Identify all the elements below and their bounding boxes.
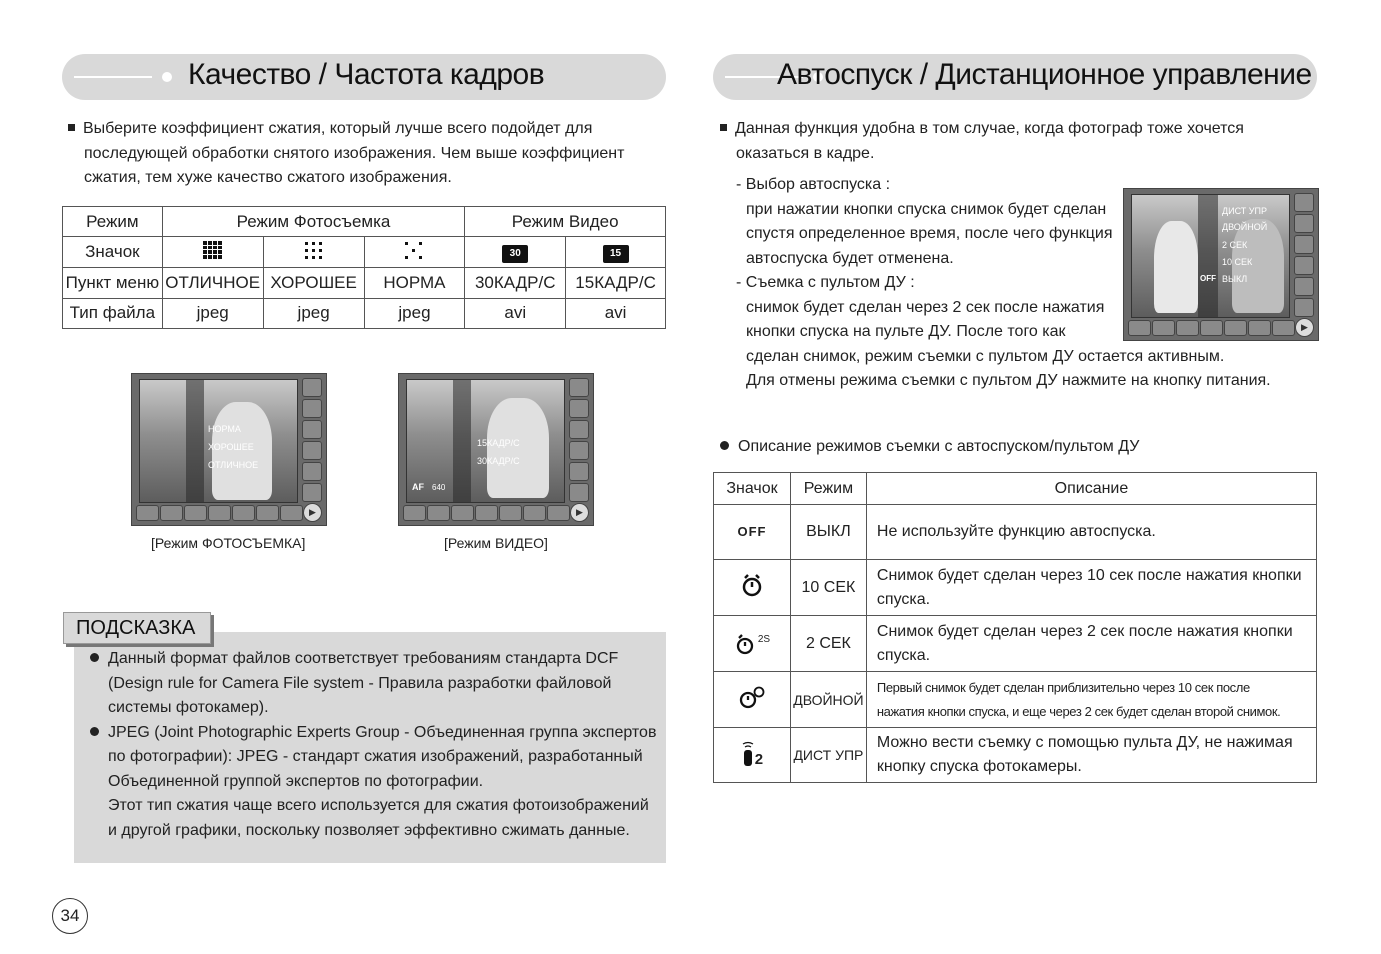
bottom-button [451, 505, 474, 521]
off-indicator: OFF [1200, 274, 1216, 283]
table-cell: 10 СЕК [790, 560, 866, 616]
menu-item: ДВОЙНОЙ [1222, 222, 1268, 232]
bottom-button [280, 505, 303, 521]
side-button [1294, 235, 1314, 254]
header-photo-mode: Режим Фотосъемка [162, 207, 465, 237]
bottom-button [136, 505, 159, 521]
side-button [1294, 277, 1314, 296]
side-button [569, 420, 589, 439]
side-button [1294, 214, 1314, 233]
timer-2s-icon: 2S [714, 616, 791, 672]
header-mode: Режим [63, 207, 163, 237]
table-cell: Первый снимок будет сделан приблизительно через 10 сек после нажатия кнопки спуска, и еще через 2 сек будет сделан второй снимок. [866, 672, 1316, 728]
bottom-button [1272, 320, 1295, 336]
title-decor-dot [162, 72, 172, 82]
camera-screen-photo [131, 373, 327, 526]
menu-item: ДИСТ УПР [1222, 206, 1267, 216]
table-cell: ДИСТ УПР [790, 728, 866, 783]
side-button [302, 483, 322, 502]
table-cell: jpeg [263, 298, 364, 328]
modes-description-heading: Описание режимов съемки с автоспуском/пультом ДУ [720, 435, 1320, 460]
quality-superfine-icon [162, 237, 263, 268]
bottom-button [1224, 320, 1247, 336]
table-cell: 15КАДР/С [566, 268, 666, 298]
timer-10s-icon [714, 560, 791, 616]
bottom-button [256, 505, 279, 521]
camera-screen-video [398, 373, 594, 526]
side-button [569, 483, 589, 502]
menu-item: 15КАДР/С [477, 438, 520, 448]
bullet-icon [720, 441, 729, 450]
right-page-title: Автоспуск / Дистанционное управление [777, 58, 1312, 91]
bottom-button [1128, 320, 1151, 336]
side-button [1294, 298, 1314, 317]
af-indicator: AF [412, 482, 424, 492]
table-cell: ДВОЙНОЙ [790, 672, 866, 728]
bottom-button [499, 505, 522, 521]
hint-title: ПОДСКАЗКА [63, 612, 211, 644]
menu-item: ХОРОШЕЕ [208, 442, 254, 452]
fps-30-icon: 30 [465, 237, 566, 268]
row-label-menu: Пункт меню [63, 268, 163, 298]
table-cell: 30КАДР/С [465, 268, 566, 298]
side-button [569, 399, 589, 418]
table-cell: avi [566, 298, 666, 328]
timer-modes-table [713, 472, 1317, 783]
fps-15-icon: 15 [566, 237, 666, 268]
table-cell: avi [465, 298, 566, 328]
square-bullet-icon [720, 124, 727, 131]
caption-video-mode: [Режим ВИДЕО] [444, 535, 548, 551]
bottom-button [1152, 320, 1175, 336]
left-title-bar [62, 54, 666, 100]
header-description: Описание [866, 473, 1316, 505]
side-button [1294, 193, 1314, 212]
menu-item: 2 СЕК [1222, 240, 1248, 250]
side-button [302, 462, 322, 481]
bottom-button [208, 505, 231, 521]
remote-icon: 2 [714, 728, 791, 783]
side-button [302, 441, 322, 460]
square-bullet-icon [68, 124, 75, 131]
bottom-button [475, 505, 498, 521]
timer-double-icon [714, 672, 791, 728]
resolution-indicator: 640 [432, 483, 446, 492]
menu-item: 10 СЕК [1222, 257, 1253, 267]
title-decor-line [74, 76, 152, 78]
camera-preview [139, 379, 298, 503]
side-button [569, 462, 589, 481]
bottom-button [184, 505, 207, 521]
bottom-button [523, 505, 546, 521]
left-page-title: Качество / Частота кадров [188, 58, 545, 91]
right-intro: Данная функция удобна в том случае, когда фотограф тоже хочется оказаться в кадре. [720, 117, 1320, 166]
table-cell: Снимок будет сделан через 10 сек после нажатия кнопки спуска. [866, 560, 1316, 616]
table-cell: НОРМА [364, 268, 465, 298]
side-button [1294, 256, 1314, 275]
side-button [302, 399, 322, 418]
quality-normal-icon [364, 237, 465, 268]
row-label-filetype: Тип файла [63, 298, 163, 328]
person-image [1154, 221, 1198, 313]
self-timer-section: - Выбор автоспуска : при нажатии кнопки спуска снимок будет сделан спустя определенное время, после чего функция автоспуска будет отменена. - Съемка с пультом ДУ : снимок будет сделан через 2 сек после нажатия кнопки спуска на пульте ДУ. После того как сделан снимок, режим съемки с пультом ДУ остается активным. Для отмены режима съемки с пультом ДУ нажмите на кнопку питания. [736, 176, 1271, 389]
bottom-button [232, 505, 255, 521]
camera-menu-panel [186, 380, 204, 502]
person-image [487, 398, 549, 498]
table-cell: jpeg [162, 298, 263, 328]
bottom-button [1176, 320, 1199, 336]
camera-screen-timer [1123, 188, 1319, 341]
side-button [569, 441, 589, 460]
header-icon: Значок [714, 473, 791, 505]
off-icon: OFF [714, 505, 791, 560]
table-cell: ВЫКЛ [790, 505, 866, 560]
bullet-icon [90, 727, 99, 736]
table-cell: jpeg [364, 298, 465, 328]
camera-preview [1131, 194, 1290, 318]
play-icon: ▶ [1295, 318, 1314, 337]
row-label-icon: Значок [63, 237, 163, 268]
bottom-button [427, 505, 450, 521]
bottom-button [403, 505, 426, 521]
play-icon: ▶ [570, 503, 589, 522]
table-cell: Можно вести съемку с помощью пульта ДУ, не нажимая кнопку спуска фотокамеры. [866, 728, 1316, 783]
bottom-button [160, 505, 183, 521]
header-mode: Режим [790, 473, 866, 505]
table-cell: Не используйте функцию автоспуска. [866, 505, 1316, 560]
header-video-mode: Режим Видео [465, 207, 666, 237]
caption-photo-mode: [Режим ФОТОСЪЕМКА] [151, 535, 306, 551]
side-button [302, 378, 322, 397]
play-icon: ▶ [303, 503, 322, 522]
right-title-bar [713, 54, 1317, 100]
bottom-button [1248, 320, 1271, 336]
menu-item: 30КАДР/С [477, 456, 520, 466]
bottom-button [1200, 320, 1223, 336]
table-cell: Снимок будет сделан через 2 сек после нажатия кнопки спуска. [866, 616, 1316, 672]
menu-item: ВЫКЛ [1222, 274, 1248, 284]
quality-fine-icon [263, 237, 364, 268]
camera-menu-panel [1198, 195, 1218, 317]
side-button [569, 378, 589, 397]
left-intro: Выберите коэффициент сжатия, который лучше всего подойдет для последующей обработки снятого изображения. Чем выше коэффициент сжатия, тем хуже качество сжатого изображения. [68, 117, 668, 191]
side-button [302, 420, 322, 439]
quality-table [62, 206, 666, 329]
menu-item: НОРМА [208, 424, 241, 434]
page-number: 34 [52, 898, 88, 934]
table-cell: 2 СЕК [790, 616, 866, 672]
table-cell: ОТЛИЧНОЕ [162, 268, 263, 298]
camera-menu-panel [453, 380, 471, 502]
menu-item: ОТЛИЧНОЕ [208, 460, 259, 470]
table-cell: ХОРОШЕЕ [263, 268, 364, 298]
bullet-icon [90, 653, 99, 662]
bottom-button [547, 505, 570, 521]
hint-text: Данный формат файлов соответствует требованиям стандарта DCF (Design rule for Camera File system - Правила разработки файловой системы фотокамер). JPEG (Joint Photographic Experts Group - Объединенная группа экспертов по фотографии): JPEG - стандарт сжатия изображений, разработанный Объединенной группой экспертов по фотографии. Этот тип сжатия чаще всего используется для сжатия фотоизображений и другой графики, поскольку позволяет эффективно сжимать данные. [90, 647, 660, 843]
camera-preview [406, 379, 565, 503]
